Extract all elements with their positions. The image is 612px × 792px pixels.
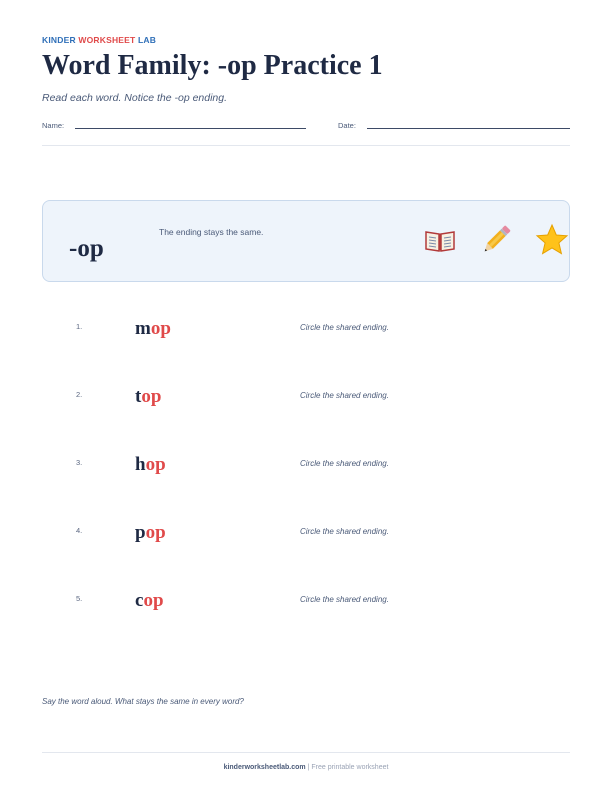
practice-word [135,386,161,408]
footer [0,764,612,771]
word-ending: op [141,386,162,407]
footer-tagline: Free printable worksheet [311,764,389,771]
word-onset: t [135,386,142,407]
word-number: 3. [76,458,83,467]
word-family-card [42,200,570,282]
word-number: 2. [76,390,83,399]
page-subtitle: Read each word. Notice the -op ending. [42,92,228,104]
word-instruction: Circle the shared ending. [300,459,389,468]
word-instruction: Circle the shared ending. [300,527,389,536]
date-field[interactable] [367,128,570,129]
brand-part-lab: LAB [137,35,157,45]
practice-word [135,318,171,340]
date-label: Date: [338,121,356,130]
word-family-name: -op [69,235,104,262]
footer-divider [42,752,570,753]
word-onset: m [135,318,151,339]
icon-group [423,223,569,257]
word-onset: h [135,454,146,475]
word-family-note: The ending stays the same. [159,227,264,237]
brand-logo [42,35,156,45]
footer-site-link[interactable]: kinderworksheetlab.com [223,764,306,771]
closing-prompt: Say the word aloud. What stays the same in every word? [42,697,244,706]
practice-word [135,590,164,612]
page-title: Word Family: -op Practice 1 [42,50,383,81]
word-onset: c [135,590,144,611]
word-ending: op [143,590,164,611]
word-instruction: Circle the shared ending. [300,595,389,604]
name-field[interactable] [75,128,306,129]
practice-word [135,454,166,476]
word-number: 5. [76,594,83,603]
word-number: 1. [76,322,83,331]
star-icon [535,223,569,257]
brand-part-worksheet: WORKSHEET [78,35,136,45]
word-onset: p [135,522,146,543]
word-ending: op [145,522,166,543]
footer-separator: | [307,764,310,771]
header-divider [42,145,570,146]
brand-part-kinder: KINDER [42,35,76,45]
word-ending: op [150,318,171,339]
word-row-3 [42,454,570,478]
word-row-1 [42,318,570,342]
word-number: 4. [76,526,83,535]
word-row-4 [42,522,570,546]
word-instruction: Circle the shared ending. [300,391,389,400]
pencil-icon [479,223,513,257]
word-row-2 [42,386,570,410]
open-book-icon [423,223,457,257]
word-ending: op [145,454,166,475]
word-instruction: Circle the shared ending. [300,323,389,332]
practice-word [135,522,166,544]
word-row-5 [42,590,570,614]
name-label: Name: [42,121,65,130]
